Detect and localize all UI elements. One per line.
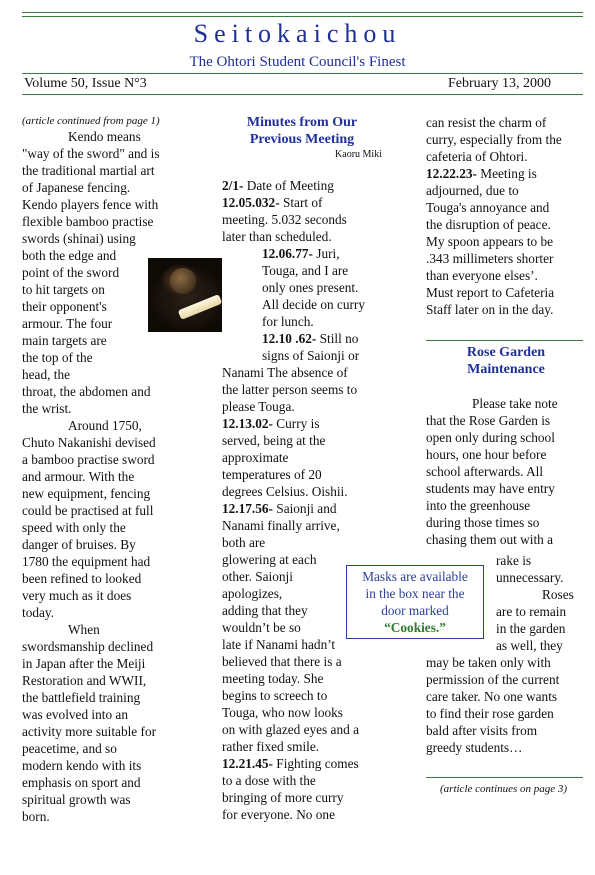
masthead-bottom-rule [22,94,583,95]
rose-line: bald after visits from [426,723,538,738]
minutes-line: cafeteria of Ohtori. [426,149,528,164]
kendo-line: both the edge and [22,248,117,263]
minutes-line: for everyone. No one [222,807,335,822]
callout-line: in the box near the [365,586,465,601]
kendo-paragraph-2 [22,417,182,621]
minutes-line: please Touga. [222,399,295,414]
minutes-continued [426,114,586,318]
minutes-line: 12.17.56- Saionji and [222,501,337,516]
minutes-line: Touga, who now looks [222,705,343,720]
kendo-line: Chuto Nakanishi devised [22,435,156,450]
minutes-line: Must report to Cafeteria [426,285,555,300]
kendo-line: swordsmanship declined [22,639,154,654]
issue-number: Volume 50, Issue N°3 [24,76,147,91]
masthead-subtitle: The Ohtori Student Council's Finest [189,54,406,70]
kendo-line: a bamboo practise sword [22,452,155,467]
rose-heading [426,344,586,378]
masthead-rule [22,73,583,74]
minutes-line: Touga, and I are [262,263,349,278]
kendo-line: activity more suitable for [22,724,157,739]
minutes-line: meeting today. She [222,671,324,686]
callout-line: door marked [381,603,449,618]
kendo-line: the wrist. [22,401,72,416]
minutes-line: degrees Celsius. Oishii. [222,484,348,499]
kendo-line: their opponent's [22,299,107,314]
minutes-article [222,114,382,823]
minutes-line: My spoon appears to be [426,234,554,249]
kendo-line: Kendo players fence with [22,197,159,212]
minutes-heading-line: Minutes from Our [246,115,358,130]
rose-line: during those times so [426,515,540,530]
timestamp: 12.06.77- [262,246,313,261]
kendo-line: head, the [22,367,70,382]
minutes-line: than everyone elses’. [426,268,538,283]
rose-line: permission of the current [426,672,560,687]
minutes-line: approximate [222,450,289,465]
callout-cookies-label: “Cookies.” [384,620,446,635]
minutes-line: 12.21.45- Fighting comes [222,756,359,771]
kendo-article [22,114,182,825]
kendo-mask-shape [170,268,196,294]
kendo-line: the battlefield training [22,690,141,705]
kendo-line: When [68,622,100,637]
minutes-line: only ones present. [262,280,359,295]
minutes-heading [222,114,382,148]
minutes-line: wouldn’t be so [222,620,301,635]
rose-paragraph-a [426,395,586,548]
kendo-line: new equipment, fencing [22,486,151,501]
rose-line: students may have entry [426,481,555,496]
kendo-line: very much as it does [22,588,132,603]
rose-line: unnecessary. [496,570,564,585]
kendo-line: modern kendo with its [22,758,142,773]
timestamp: 12.17.56- [222,501,273,516]
minutes-line: rather fixed smile. [222,739,320,754]
kendo-line: Around 1750, [68,418,142,433]
timestamp: 2/1- [222,178,244,193]
rose-heading-line: Rose Garden [466,345,546,360]
kendo-line: swords (shinai) using [22,231,136,246]
kendo-line: was evolved into an [22,707,128,722]
rose-line: that the Rose Garden is [426,413,551,428]
kendo-line: emphasis on sport and [22,775,141,790]
minutes-line: 12.06.77- Juri, [262,246,340,261]
minutes-line: 12.05.032- Start of [222,195,323,210]
minutes-line: glowering at each [222,552,317,567]
kendo-line: Kendo means [68,129,141,144]
kendo-line: flexible bamboo practise [22,214,154,229]
minutes-byline: Kaoru Miki [335,149,382,160]
minutes-line: both are [222,535,266,550]
kendo-line: armour. The four [22,316,113,331]
kendo-line: the top of the [22,350,93,365]
minutes-line: on with glazed eyes and a [222,722,359,737]
rose-paragraph-b [496,552,586,654]
kendo-line: could be practised at full [22,503,154,518]
kendo-line: main targets are [22,333,107,348]
rose-line: open only during school [426,430,555,445]
rose-top-rule [426,340,583,341]
minutes-body [222,177,382,823]
minutes-line: .343 millimeters shorter [426,251,554,266]
minutes-line: adding that they [222,603,308,618]
rose-article [426,344,586,548]
kendo-line: today. [22,605,55,620]
kendo-line: the traditional martial art [22,163,155,178]
rose-paragraph-c [426,654,586,756]
kendo-line: spiritual growth was [22,792,131,807]
rose-line: are to remain [496,604,567,619]
timestamp: 12.13.02- [222,416,273,431]
minutes-line: apologizes, [222,586,283,601]
rose-bottom-rule [426,777,583,778]
rose-line: Please take note [472,396,558,411]
minutes-line: curry, especially from the [426,132,562,147]
rose-line: into the greenhouse [426,498,531,513]
kendo-line: to hit targets on [22,282,105,297]
masks-callout-box [346,565,484,639]
kendo-line: in Japan after the Meiji [22,656,146,671]
rose-line: may be taken only with [426,655,551,670]
minutes-line: served, being at the [222,433,326,448]
kendo-line: of Japanese fencing. [22,180,131,195]
minutes-line: later than scheduled. [222,229,332,244]
minutes-line: temperatures of 20 [222,467,322,482]
rose-wrap [496,552,586,654]
kendo-paragraph-3 [22,621,182,825]
minutes-line: the disruption of peace. [426,217,551,232]
kendo-line: throat, the abdomen and [22,384,151,399]
minutes-line: to a dose with the [222,773,316,788]
top-rule [22,12,583,13]
kendo-line: been refined to looked [22,571,142,586]
minutes-line: Nanami finally arrive, [222,518,340,533]
rose-continues-note: (article continues on page 3) [440,783,568,795]
minutes-heading-line: Previous Meeting [249,132,355,147]
minutes-line: signs of Saionji or [262,348,360,363]
top-rule-2 [22,16,583,17]
rose-tail [426,654,586,756]
kendo-sword-shape [178,294,222,320]
rose-line: Roses [542,587,574,602]
kendo-line: 1780 the equipment had [22,554,151,569]
rose-line: rake is [496,553,532,568]
rose-line: care taker. No one wants [426,689,558,704]
minutes-line: Staff later on in the day. [426,302,554,317]
minutes-continued-body [426,114,586,318]
kendo-line: "way of the sword" and is [22,146,160,161]
rose-line: as well, they [496,638,563,653]
minutes-line: 12.10 .62- Still no [262,331,359,346]
minutes-line: All decide on curry [262,297,366,312]
rose-line: in the garden [496,621,566,636]
kendo-line: born. [22,809,50,824]
minutes-line: 12.22.23- Meeting is [426,166,537,181]
minutes-line: Touga's annoyance and [426,200,550,215]
minutes-line: the latter person seems to [222,382,358,397]
rose-line: hours, one hour before [426,447,547,462]
timestamp: 12.05.032- [222,195,280,210]
minutes-line: believed that there is a [222,654,342,669]
timestamp: 12.21.45- [222,756,273,771]
kendo-line: danger of bruises. By [22,537,136,552]
masthead-title: Seitokaichou [193,19,402,48]
rose-line: greedy students… [426,740,523,755]
rose-heading-line: Maintenance [467,362,545,377]
kendo-photo [148,258,222,332]
minutes-line: begins to screech to [222,688,328,703]
issue-date: February 13, 2000 [447,76,551,91]
minutes-line: 12.13.02- Curry is [222,416,320,431]
minutes-line: Nanami The absence of [222,365,348,380]
minutes-line: 2/1- Date of Meeting [222,178,334,193]
kendo-line: and armour. With the [22,469,135,484]
rose-line: to find their rose garden [426,706,554,721]
continued-note: (article continued from page 1) [22,115,160,127]
minutes-line: bringing of more curry [222,790,344,805]
kendo-line: speed with only the [22,520,126,535]
minutes-line: for lunch. [262,314,314,329]
minutes-line: other. Saionji [222,569,293,584]
minutes-line: can resist the charm of [426,115,547,130]
minutes-line: late if Nanami hadn’t [222,637,336,652]
kendo-line: Restoration and WWII, [22,673,147,688]
rose-line: school afterwards. All [426,464,544,479]
kendo-line: point of the sword [22,265,120,280]
rose-line: chasing them out with a [426,532,554,547]
timestamp: 12.10 .62- [262,331,317,346]
minutes-line: adjourned, due to [426,183,519,198]
minutes-line: meeting. 5.032 seconds [222,212,347,227]
callout-line: Masks are available [362,569,468,584]
timestamp: 12.22.23- [426,166,477,181]
kendo-line: peacetime, and so [22,741,117,756]
